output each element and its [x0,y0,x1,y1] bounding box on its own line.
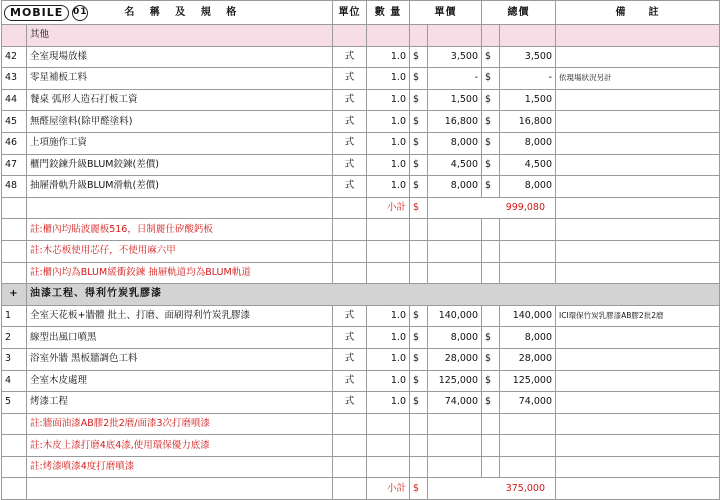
item-qty: 1.0 [367,327,410,349]
item-total: 8,000 [500,176,556,198]
item-unit: 式 [333,111,367,133]
item-qty: 1.0 [367,176,410,198]
table-row [2,305,720,327]
item-unit: 式 [333,370,367,392]
item-name: 全室現場放樣 [27,46,333,68]
item-number: 3 [2,348,27,370]
header-name-cell [2,1,333,25]
item-number: 48 [2,176,27,198]
item-unit: 式 [333,348,367,370]
section-header-row [2,284,720,306]
header-total: 總價 [482,1,556,25]
subtotal-label: 小計 [367,197,410,219]
table-row [2,370,720,392]
item-qty: 1.0 [367,132,410,154]
table-row [2,68,720,90]
table-row [2,327,720,349]
note-row [2,413,720,435]
price-currency: $ [410,348,428,370]
item-qty: 1.0 [367,392,410,414]
item-unit-price: - [428,68,482,90]
item-name: 上項施作工資 [27,132,333,154]
plus-icon: + [2,284,27,306]
price-currency: $ [410,176,428,198]
item-unit: 式 [333,89,367,111]
item-total: 3,500 [500,46,556,68]
item-unit-price: 8,000 [428,327,482,349]
item-number: 43 [2,68,27,90]
header-name: 名 稱 及 規 格 [124,6,243,18]
item-unit: 式 [333,154,367,176]
note-text: 註:烤漆噴漆4度打磨噴漆 [27,456,333,478]
item-unit: 式 [333,305,367,327]
header-row [2,1,720,25]
note-row [2,456,720,478]
item-total: - [500,68,556,90]
subtotal-row [2,197,720,219]
item-qty: 1.0 [367,154,410,176]
header-unit-price: 單價 [410,1,482,25]
item-name: 零星補板工料 [27,68,333,90]
item-unit-price: 3,500 [428,46,482,68]
item-unit: 式 [333,392,367,414]
item-total: 16,800 [500,111,556,133]
note-row [2,219,720,241]
item-name: 抽屜滑軌升級BLUM滑軌(差價) [27,176,333,198]
subtotal-value: 375,000 [428,478,556,500]
item-name: 全室木皮處理 [27,370,333,392]
item-number: 46 [2,132,27,154]
item-name: 烤漆工程 [27,392,333,414]
section-title: 其他 [27,25,333,47]
total-currency: $ [482,348,500,370]
total-currency: $ [482,46,500,68]
item-total: 1,500 [500,89,556,111]
total-currency: $ [482,154,500,176]
item-total: 74,000 [500,392,556,414]
total-currency: $ [482,68,500,90]
item-unit-price: 140,000 [428,305,482,327]
price-currency: $ [410,370,428,392]
price-currency: $ [410,154,428,176]
item-name: 櫃門鉸鍊升級BLUM鉸鍊(差價) [27,154,333,176]
note-text: 註:牆面油漆AB膠2批2磨/面漆3次打磨噴漆 [27,413,333,435]
item-note [556,154,720,176]
price-currency: $ [410,132,428,154]
item-unit: 式 [333,132,367,154]
item-note [556,370,720,392]
price-currency: $ [410,68,428,90]
item-note [556,132,720,154]
item-number: 42 [2,46,27,68]
price-currency: $ [410,46,428,68]
item-total: 28,000 [500,348,556,370]
item-qty: 1.0 [367,305,410,327]
note-text: 註:櫃內均為BLUM緩衝鉸鍊 抽屜軌道均為BLUM軌道 [27,262,333,284]
logo-text: MOBILE [4,5,69,21]
note-text: 註:櫃內均貼波麗板516，日制麗仕矽酸鈣板 [27,219,333,241]
item-qty: 1.0 [367,46,410,68]
item-name: 全室天花板+牆體 批土、打磨、面刷得利竹炭乳膠漆 [27,305,333,327]
table-row [2,154,720,176]
item-total: 8,000 [500,132,556,154]
note-text: 註:木芯板使用芯仔，不使用麻六甲 [27,240,333,262]
note-row [2,262,720,284]
item-note [556,111,720,133]
item-name: 線型出風口噴黑 [27,327,333,349]
table-row [2,348,720,370]
item-note [556,176,720,198]
item-number: 45 [2,111,27,133]
subtotal-value: 999,080 [428,197,556,219]
note-row [2,435,720,457]
total-currency [482,305,500,327]
item-note [556,89,720,111]
item-qty: 1.0 [367,370,410,392]
item-unit: 式 [333,176,367,198]
item-qty: 1.0 [367,111,410,133]
item-number: 47 [2,154,27,176]
item-qty: 1.0 [367,89,410,111]
table-row [2,392,720,414]
item-unit-price: 8,000 [428,132,482,154]
total-currency: $ [482,89,500,111]
item-unit: 式 [333,327,367,349]
total-currency: $ [482,132,500,154]
table-row [2,46,720,68]
item-unit-price: 125,000 [428,370,482,392]
item-number: 44 [2,89,27,111]
total-currency: $ [482,111,500,133]
price-currency: $ [410,111,428,133]
item-number: 4 [2,370,27,392]
item-unit: 式 [333,68,367,90]
total-currency: $ [482,176,500,198]
item-unit-price: 28,000 [428,348,482,370]
item-note [556,46,720,68]
item-note [556,348,720,370]
table-row [2,132,720,154]
price-currency: $ [410,305,428,327]
item-total: 4,500 [500,154,556,176]
item-note [556,392,720,414]
item-number: 1 [2,305,27,327]
item-qty: 1.0 [367,68,410,90]
item-number: 2 [2,327,27,349]
item-unit: 式 [333,46,367,68]
item-name: 餐桌 弧形人造石打板工資 [27,89,333,111]
item-number: 5 [2,392,27,414]
note-text: 註:木皮上漆打磨4底4漆,使用環保優力底漆 [27,435,333,457]
table-row [2,111,720,133]
item-name: 浴室外牆 黑板牆調色工料 [27,348,333,370]
item-unit-price: 74,000 [428,392,482,414]
item-unit-price: 4,500 [428,154,482,176]
item-note [556,327,720,349]
mobile01-logo [2,2,88,24]
total-currency: $ [482,327,500,349]
table-row [2,176,720,198]
item-total: 8,000 [500,327,556,349]
header-unit: 單位 [333,1,367,25]
note-row [2,240,720,262]
header-note: 備 註 [556,1,720,25]
price-currency: $ [410,89,428,111]
section-header-row [2,25,720,47]
item-qty: 1.0 [367,348,410,370]
item-name: 無醛屋塗料(除甲醛塗料) [27,111,333,133]
logo-mark: 01 [72,5,88,21]
item-note: ICI環保竹炭乳膠漆AB膠2批2磨 [556,305,720,327]
total-currency: $ [482,392,500,414]
subtotal-row [2,478,720,500]
item-note: 依現場狀況另計 [556,68,720,90]
item-unit-price: 8,000 [428,176,482,198]
subtotal-currency: $ [410,478,428,500]
item-unit-price: 16,800 [428,111,482,133]
subtotal-label: 小計 [367,478,410,500]
section-title: 油漆工程、得利竹炭乳膠漆 [27,284,720,306]
subtotal-currency: $ [410,197,428,219]
total-currency: $ [482,370,500,392]
item-total: 140,000 [500,305,556,327]
table-row [2,89,720,111]
item-unit-price: 1,500 [428,89,482,111]
price-currency: $ [410,392,428,414]
quotation-table [1,0,720,500]
price-currency: $ [410,327,428,349]
item-total: 125,000 [500,370,556,392]
header-qty: 數 量 [367,1,410,25]
